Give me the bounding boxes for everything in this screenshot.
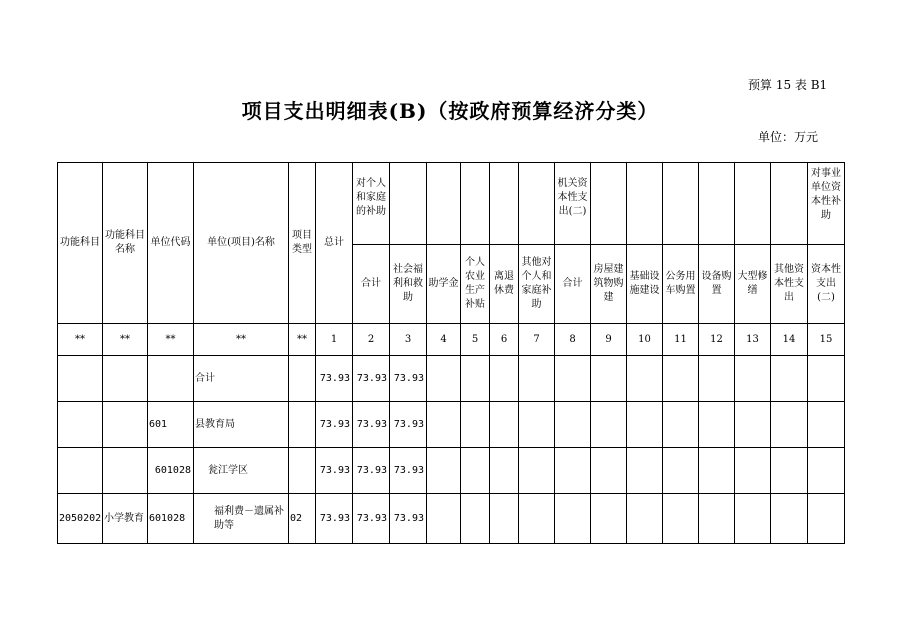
func-cell: [58, 448, 103, 494]
col-retire: 离退休费: [490, 245, 519, 324]
empty-cell: [699, 402, 735, 448]
form-number: 预算 15 表 B1: [748, 78, 828, 92]
personal-total-cell: 73.93: [353, 448, 390, 494]
type-cell: [289, 356, 316, 402]
empty-cell: [808, 402, 845, 448]
empty-header-cell: [490, 163, 519, 245]
col-personal-total: 合计: [353, 245, 390, 324]
empty-cell: [627, 356, 663, 402]
empty-cell: [735, 494, 771, 544]
empty-cell: [735, 356, 771, 402]
col-unit-code: 单位代码: [148, 163, 194, 324]
func-name-cell: [103, 402, 148, 448]
index-cell: 5: [461, 324, 490, 356]
empty-header-cell: [461, 163, 490, 245]
col-func-subject: 功能科目: [58, 163, 103, 324]
header-row-1: [58, 163, 845, 245]
empty-cell: [519, 448, 555, 494]
code-cell: 601028: [148, 448, 194, 494]
col-infra: 基础设施建设: [627, 245, 663, 324]
empty-cell: [663, 356, 699, 402]
empty-cell: [663, 448, 699, 494]
col-other-personal: 其他对个人和家庭补助: [519, 245, 555, 324]
index-cell: **: [194, 324, 289, 356]
func-name-cell: 小学教育: [103, 494, 148, 544]
col-housing: 房屋建筑物购建: [591, 245, 627, 324]
empty-header-cell: [427, 163, 461, 245]
personal-total-cell: 73.93: [353, 402, 390, 448]
total-cell: 73.93: [316, 402, 353, 448]
index-cell: 3: [390, 324, 427, 356]
col-repair: 大型修缮: [735, 245, 771, 324]
empty-cell: [591, 402, 627, 448]
func-name-cell: [103, 448, 148, 494]
code-cell: 601: [148, 402, 194, 448]
index-cell: 6: [490, 324, 519, 356]
code-cell: [148, 356, 194, 402]
type-cell: [289, 402, 316, 448]
col-vehicle: 公务用车购置: [663, 245, 699, 324]
func-cell: [58, 356, 103, 402]
index-cell: 2: [353, 324, 390, 356]
type-cell: [289, 448, 316, 494]
empty-header-cell: [591, 163, 627, 245]
personal-total-cell: 73.93: [353, 356, 390, 402]
total-cell: 73.93: [316, 494, 353, 544]
empty-cell: [735, 402, 771, 448]
col-func-subject-name: 功能科目名称: [103, 163, 148, 324]
empty-header-cell: [519, 163, 555, 245]
col-proj-type: 项目类型: [289, 163, 316, 324]
index-cell: 11: [663, 324, 699, 356]
empty-cell: [555, 448, 591, 494]
empty-header-cell: [771, 163, 808, 245]
empty-cell: [555, 356, 591, 402]
type-cell: 02: [289, 494, 316, 544]
empty-header-cell: [663, 163, 699, 245]
empty-cell: [591, 494, 627, 544]
index-cell: 13: [735, 324, 771, 356]
empty-header-cell: [699, 163, 735, 245]
index-cell: 14: [771, 324, 808, 356]
empty-cell: [699, 448, 735, 494]
col-other-capital: 其他资本性支出: [771, 245, 808, 324]
table-row: [58, 494, 845, 544]
empty-header-cell: [627, 163, 663, 245]
index-cell: **: [103, 324, 148, 356]
empty-cell: [627, 402, 663, 448]
table-row: [58, 448, 845, 494]
empty-cell: [490, 356, 519, 402]
col-welfare: 社会福利和救助: [390, 245, 427, 324]
empty-header-cell: [390, 163, 427, 245]
empty-cell: [591, 448, 627, 494]
empty-cell: [461, 448, 490, 494]
page-title: 项目支出明细表(B)（按政府预算经济分类）: [241, 99, 659, 123]
empty-cell: [427, 402, 461, 448]
index-cell: 15: [808, 324, 845, 356]
empty-cell: [519, 494, 555, 544]
func-name-cell: [103, 356, 148, 402]
index-cell: **: [148, 324, 194, 356]
empty-cell: [555, 494, 591, 544]
col-capital-2: 资本性支出(二): [808, 245, 845, 324]
index-row: [58, 324, 845, 356]
name-cell: 合计: [194, 356, 289, 402]
unit-label: 单位：万元: [758, 130, 819, 144]
empty-cell: [771, 448, 808, 494]
empty-cell: [627, 494, 663, 544]
name-cell: 县教育局: [194, 402, 289, 448]
col-equipment: 设备购置: [699, 245, 735, 324]
index-cell: 8: [555, 324, 591, 356]
index-cell: 1: [316, 324, 353, 356]
func-cell: [58, 402, 103, 448]
empty-cell: [461, 402, 490, 448]
welfare-cell: 73.93: [390, 402, 427, 448]
empty-cell: [735, 448, 771, 494]
table-row: [58, 356, 845, 402]
empty-cell: [627, 448, 663, 494]
empty-cell: [427, 448, 461, 494]
index-cell: 9: [591, 324, 627, 356]
code-cell: 601028: [148, 494, 194, 544]
empty-cell: [427, 494, 461, 544]
col-capital-total: 合计: [555, 245, 591, 324]
welfare-cell: 73.93: [390, 494, 427, 544]
index-cell: 10: [627, 324, 663, 356]
empty-cell: [699, 356, 735, 402]
empty-header-cell: [735, 163, 771, 245]
personal-total-cell: 73.93: [353, 494, 390, 544]
empty-cell: [555, 402, 591, 448]
func-cell: 2050202: [58, 494, 103, 544]
empty-cell: [771, 356, 808, 402]
budget-table: [57, 162, 845, 544]
col-scholarship: 助学金: [427, 245, 461, 324]
index-cell: 4: [427, 324, 461, 356]
name-cell: 福利费－遗属补助等: [194, 494, 289, 544]
empty-cell: [663, 402, 699, 448]
empty-cell: [490, 448, 519, 494]
welfare-cell: 73.93: [390, 356, 427, 402]
empty-cell: [808, 494, 845, 544]
table-row: [58, 402, 845, 448]
empty-cell: [490, 494, 519, 544]
col-group-personal: 对个人和家庭的补助: [353, 163, 390, 245]
empty-cell: [771, 494, 808, 544]
empty-cell: [591, 356, 627, 402]
empty-cell: [808, 356, 845, 402]
empty-cell: [808, 448, 845, 494]
empty-cell: [519, 356, 555, 402]
index-cell: 12: [699, 324, 735, 356]
name-cell: 瓮江学区: [194, 448, 289, 494]
col-group-enterprise: 对事业单位资本性补助: [808, 163, 845, 245]
empty-cell: [490, 402, 519, 448]
empty-cell: [461, 494, 490, 544]
empty-cell: [519, 402, 555, 448]
index-cell: 7: [519, 324, 555, 356]
col-total: 总计: [316, 163, 353, 324]
empty-cell: [663, 494, 699, 544]
empty-cell: [699, 494, 735, 544]
total-cell: 73.93: [316, 356, 353, 402]
index-cell: **: [289, 324, 316, 356]
col-farmer-subsidy: 个人农业生产补贴: [461, 245, 490, 324]
empty-cell: [461, 356, 490, 402]
col-group-capital: 机关资本性支出(二): [555, 163, 591, 245]
total-cell: 73.93: [316, 448, 353, 494]
col-unit-name: 单位(项目)名称: [194, 163, 289, 324]
empty-cell: [771, 402, 808, 448]
welfare-cell: 73.93: [390, 448, 427, 494]
index-cell: **: [58, 324, 103, 356]
empty-cell: [427, 356, 461, 402]
